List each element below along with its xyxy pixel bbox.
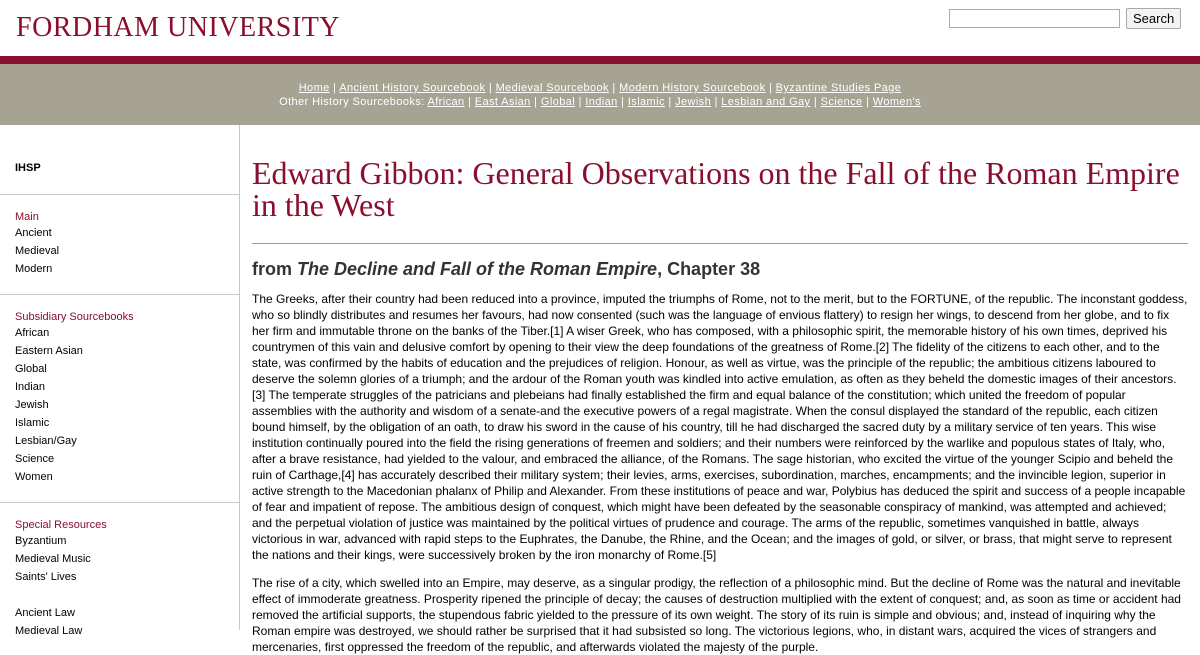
title-divider bbox=[252, 243, 1188, 244]
sidebar-item-eastern-asian[interactable]: Eastern Asian bbox=[15, 345, 83, 357]
nav-link-ancient[interactable]: Ancient History Sourcebook bbox=[339, 82, 486, 94]
sidebar-item-medieval-music[interactable]: Medieval Music bbox=[15, 553, 91, 565]
sidebar-divider bbox=[0, 502, 239, 503]
sidebar-divider bbox=[0, 194, 239, 195]
sidebar-divider bbox=[0, 294, 239, 295]
sidebar-item-modern[interactable]: Modern bbox=[15, 263, 53, 275]
sidebar-item-saints-lives[interactable]: Saints' Lives bbox=[15, 571, 77, 583]
sidebar-item-global[interactable]: Global bbox=[15, 363, 47, 375]
nav-link-byzantine[interactable]: Byzantine Studies Page bbox=[775, 82, 902, 94]
main-content bbox=[252, 125, 1188, 654]
sidebar-item-ancient-law[interactable]: Ancient Law bbox=[15, 607, 75, 619]
sidebar-item-science[interactable]: Science bbox=[15, 453, 55, 465]
sourcebook-nav bbox=[0, 64, 1200, 125]
nav-line-primary bbox=[0, 82, 1200, 94]
nav-link-medieval[interactable]: Medieval Sourcebook bbox=[495, 82, 609, 94]
nav-link-jewish[interactable]: Jewish bbox=[675, 96, 712, 108]
nav-link-home[interactable]: Home bbox=[298, 82, 330, 94]
nav-separator: | bbox=[468, 96, 475, 108]
subtitle-work-title: The Decline and Fall of the Roman Empire bbox=[297, 259, 658, 279]
nav-link-womens[interactable]: Women's bbox=[872, 96, 921, 108]
sidebar bbox=[0, 125, 240, 637]
page-title: Edward Gibbon: General Observations on the Fall of the Roman Empire in the West bbox=[252, 155, 1180, 223]
nav-link-east-asian[interactable]: East Asian bbox=[474, 96, 531, 108]
nav-separator: | bbox=[534, 96, 541, 108]
nav-separator: | bbox=[768, 82, 776, 94]
nav-link-modern[interactable]: Modern History Sourcebook bbox=[619, 82, 766, 94]
nav-separator: | bbox=[488, 82, 496, 94]
page-subtitle bbox=[252, 259, 760, 280]
nav-separator: | bbox=[668, 96, 676, 108]
header-accent-bar bbox=[0, 56, 1200, 64]
nav-separator: | bbox=[813, 96, 821, 108]
search-button[interactable]: Search bbox=[1126, 8, 1181, 29]
sidebar-heading-subsidiary: Subsidiary Sourcebooks bbox=[15, 311, 134, 323]
sidebar-item-indian[interactable]: Indian bbox=[15, 381, 45, 393]
subtitle-prefix: from bbox=[252, 259, 297, 279]
subtitle-chapter: , Chapter 38 bbox=[657, 259, 761, 279]
nav-separator: | bbox=[866, 96, 873, 108]
sidebar-item-lesbian-gay[interactable]: Lesbian/Gay bbox=[15, 435, 77, 447]
nav-link-indian[interactable]: Indian bbox=[585, 96, 618, 108]
nav-separator: | bbox=[333, 82, 340, 94]
sidebar-item-medieval-law[interactable]: Medieval Law bbox=[15, 625, 83, 637]
nav-link-science[interactable]: Science bbox=[820, 96, 863, 108]
body-paragraph: The rise of a city, which swelled into an Empire, may deserve, as a singular prodigy, the reflection of a philosophic mind. But the decline of Rome was the natural and inevitable effect of immoderate greatness. Prosperity ripened the principle of decay; the causes of destruction multiplied with the extent of conquest; and, as soon as time or accident had removed the artificial supports, the stupendous fabric yielded to the pressure of its own weight. The story of its ruin is simple and obvious; and, instead of inquiring why the Roman empire was destroyed, we should rather be surprised that it had subsisted so long. The victorious legions, who, in distant wars, acquired the vices of strangers and mercenaries, first oppressed the freedom of the republic, and afterwards violated the majesty of the purple. bbox=[252, 576, 1181, 654]
sidebar-item-ancient[interactable]: Ancient bbox=[15, 227, 52, 239]
sidebar-item-islamic[interactable]: Islamic bbox=[15, 417, 50, 429]
site-header bbox=[0, 0, 1200, 56]
sidebar-item-african[interactable]: African bbox=[15, 327, 50, 339]
nav-separator: | bbox=[714, 96, 722, 108]
nav-other-label: Other History Sourcebooks: bbox=[279, 96, 425, 108]
sidebar-ihsp-link[interactable]: IHSP bbox=[15, 162, 41, 174]
nav-separator: | bbox=[621, 96, 628, 108]
sidebar-item-medieval[interactable]: Medieval bbox=[15, 245, 60, 257]
nav-separator: | bbox=[612, 82, 620, 94]
nav-line-other bbox=[0, 96, 1200, 108]
sidebar-item-jewish[interactable]: Jewish bbox=[15, 399, 49, 411]
sidebar-item-women[interactable]: Women bbox=[15, 471, 53, 483]
nav-link-global[interactable]: Global bbox=[540, 96, 576, 108]
fordham-logo[interactable]: FORDHAM UNIVERSITY bbox=[16, 12, 341, 43]
sidebar-item-byzantium[interactable]: Byzantium bbox=[15, 535, 67, 547]
nav-link-islamic[interactable]: Islamic bbox=[627, 96, 665, 108]
sidebar-heading-main: Main bbox=[15, 211, 39, 223]
nav-link-lesbian-gay[interactable]: Lesbian and Gay bbox=[721, 96, 811, 108]
nav-link-african[interactable]: African bbox=[427, 96, 465, 108]
body-paragraph: The Greeks, after their country had been reduced into a province, imputed the triumphs of Rome, not to the merit, but to the FORTUNE, of the republic. The inconstant goddess, who so blindly distributes and resumes her favours, had now consented (such was the language of envious flattery) to resign her wings, to descend from her globe, and to fix her firm and immutable throne on the banks of the Tiber.[1] A wiser Greek, who has composed, with a philosophic spirit, the memorable history of his own times, deprived his countrymen of this vain and delusive comfort by opening to their view the deep foundations of the greatness of Rome.[2] The fidelity of the citizens to each other, and to the state, was confirmed by the habits of education and the prejudices of religion. Honour, as well as virtue, was the principle of the republic; the ambitious citizens laboured to deserve the solemn glories of a triumph; and the ardour of the Roman youth was kindled into active emulation, as often as they beheld the domestic images of their ancestors.[3] The temperate struggles of the patricians and plebeians had finally established the firm and equal balance of the constitution; which united the freedom of popular assemblies with the authority and wisdom of a senate-and the executive powers of a regal magistrate. When the consul displayed the standard of the republic, each citizen bound himself, by the obligation of an oath, to draw his sword in the cause of his country, till he had discharged the sacred duty by a military service of ten years. This wise institution continually poured into the field the rising generations of freemen and soldiers; and their numbers were reinforced by the warlike and populous states of Italy, who, after a brave resistance, had yielded to the valour, and embraced the alliance, of the Romans. The sage historian, who excited the virtue of the younger Scipio and beheld the ruin of Carthage,[4] has accurately described their military system; their levies, arms, exercises, subordination, marches, encampments; and the invincible legion, superior in active strength to the Macedonian phalanx of Philip and Alexander. From these institutions of peace and war, Polybius has deduced the spirit and success of a people incapable of fear and impatient of repose. The ambitious design of conquest, which might have been defeated by the seasonable conspiracy of mankind, was attempted and achieved; and the perpetual violation of justice was maintained by the political virtues of prudence and courage. The arms of the republic, sometimes vanquished in battle, always victorious in war, advanced with rapid steps to the Euphrates, the Danube, the Rhine, and the Ocean; and the images of gold, or silver, or brass, that might serve to represent the nations and their kings, were successively broken by the iron monarchy of Rome.[5] bbox=[252, 292, 1188, 562]
sidebar-heading-special: Special Resources bbox=[15, 519, 107, 531]
nav-separator: | bbox=[578, 96, 586, 108]
search-input[interactable] bbox=[949, 9, 1120, 28]
